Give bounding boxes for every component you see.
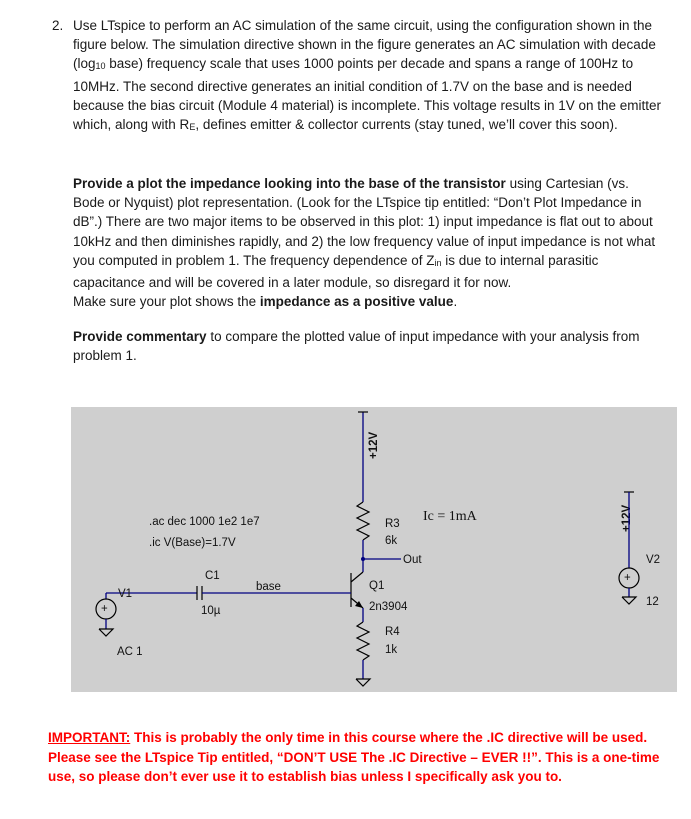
- q1-model: 2n3904: [369, 601, 408, 613]
- resistor-r4: [357, 622, 369, 660]
- r4-name: R4: [385, 626, 400, 638]
- plot-request-paragraph: Provide a plot the impedance looking into the base of the transistor using Cartesian (vs. Bode or Nyquist) plot representation. (Look for the LTspice tip entitled: “Don’t Plot Impedance in dB”.) There are two major items to be observed in this plot: 1) input impedance is flat out to about 10kHz and then diminishes rapidly, and 2) the low frequency value of input impedance is not what you computed in problem 1. The frequency dependence of Zin is due to internal parasitic capacitance and will be covered in a later module, so disregard it for now. Make sure your plot shows the impedance as a positive value.: [73, 176, 656, 310]
- commentary-paragraph: Provide commentary to compare the plotted value of input impedance with your analysis from problem 1.: [73, 329, 640, 364]
- ic-current-label: Ic = 1mA: [423, 509, 477, 524]
- intro-paragraph: Use LTspice to perform an AC simulation of the same circuit, using the configuration shown in the figure below. The simulation directive shown in the figure generates an AC simulation with decade (log10 base) frequency scale that uses 1000 points per decade and spans a range of 100Hz to 10MHz. The second directive generates an initial condition of 1.7V on the base and is needed because the bias circuit (Module 4 material) is incomplete. This voltage results in 1V on the emitter which, along with RE, defines emitter & collector currents (stay tuned, we’ll cover this soon).: [73, 18, 662, 133]
- resistor-r3: [357, 502, 369, 540]
- ground-r4: [356, 679, 370, 686]
- q1-collector: [351, 572, 363, 582]
- v1-value: AC 1: [117, 646, 143, 658]
- base-node-label: base: [256, 581, 281, 593]
- schematic-drawing: [71, 407, 677, 692]
- r3-value: 6k: [385, 535, 398, 547]
- v2-value: 12: [646, 596, 659, 608]
- c1-name: C1: [205, 570, 220, 582]
- ac-directive: .ac dec 1000 1e2 1e7: [149, 516, 260, 528]
- c1-value: 10µ: [201, 605, 221, 617]
- important-note: IMPORTANT: This is probably the only time in this course where the .IC directive will be used. Please see the LTspice Tip entitled, “DON’T USE The .IC Directive – EVER !!”. This is a one-time use, so please don’t ever use it to establish bias unless I specifically ask you to.: [48, 730, 660, 784]
- supply-label-top: +12V: [368, 431, 380, 459]
- v1-plus-sign: +: [101, 603, 108, 615]
- r4-value: 1k: [385, 644, 398, 656]
- q1-name: Q1: [369, 580, 385, 592]
- supply-label-right: +12V: [621, 504, 633, 532]
- v2-plus-sign: +: [624, 572, 631, 584]
- v2-name: V2: [646, 554, 661, 566]
- ic-directive: .ic V(Base)=1.7V: [149, 537, 236, 549]
- ltspice-schematic: [71, 407, 677, 692]
- v1-name: V1: [118, 588, 133, 600]
- out-junction: [361, 557, 365, 561]
- r3-name: R3: [385, 518, 400, 530]
- ground-v1: [99, 629, 113, 636]
- ground-v2: [622, 597, 636, 604]
- out-node-label: Out: [403, 554, 422, 566]
- question-number: 2.: [52, 18, 64, 33]
